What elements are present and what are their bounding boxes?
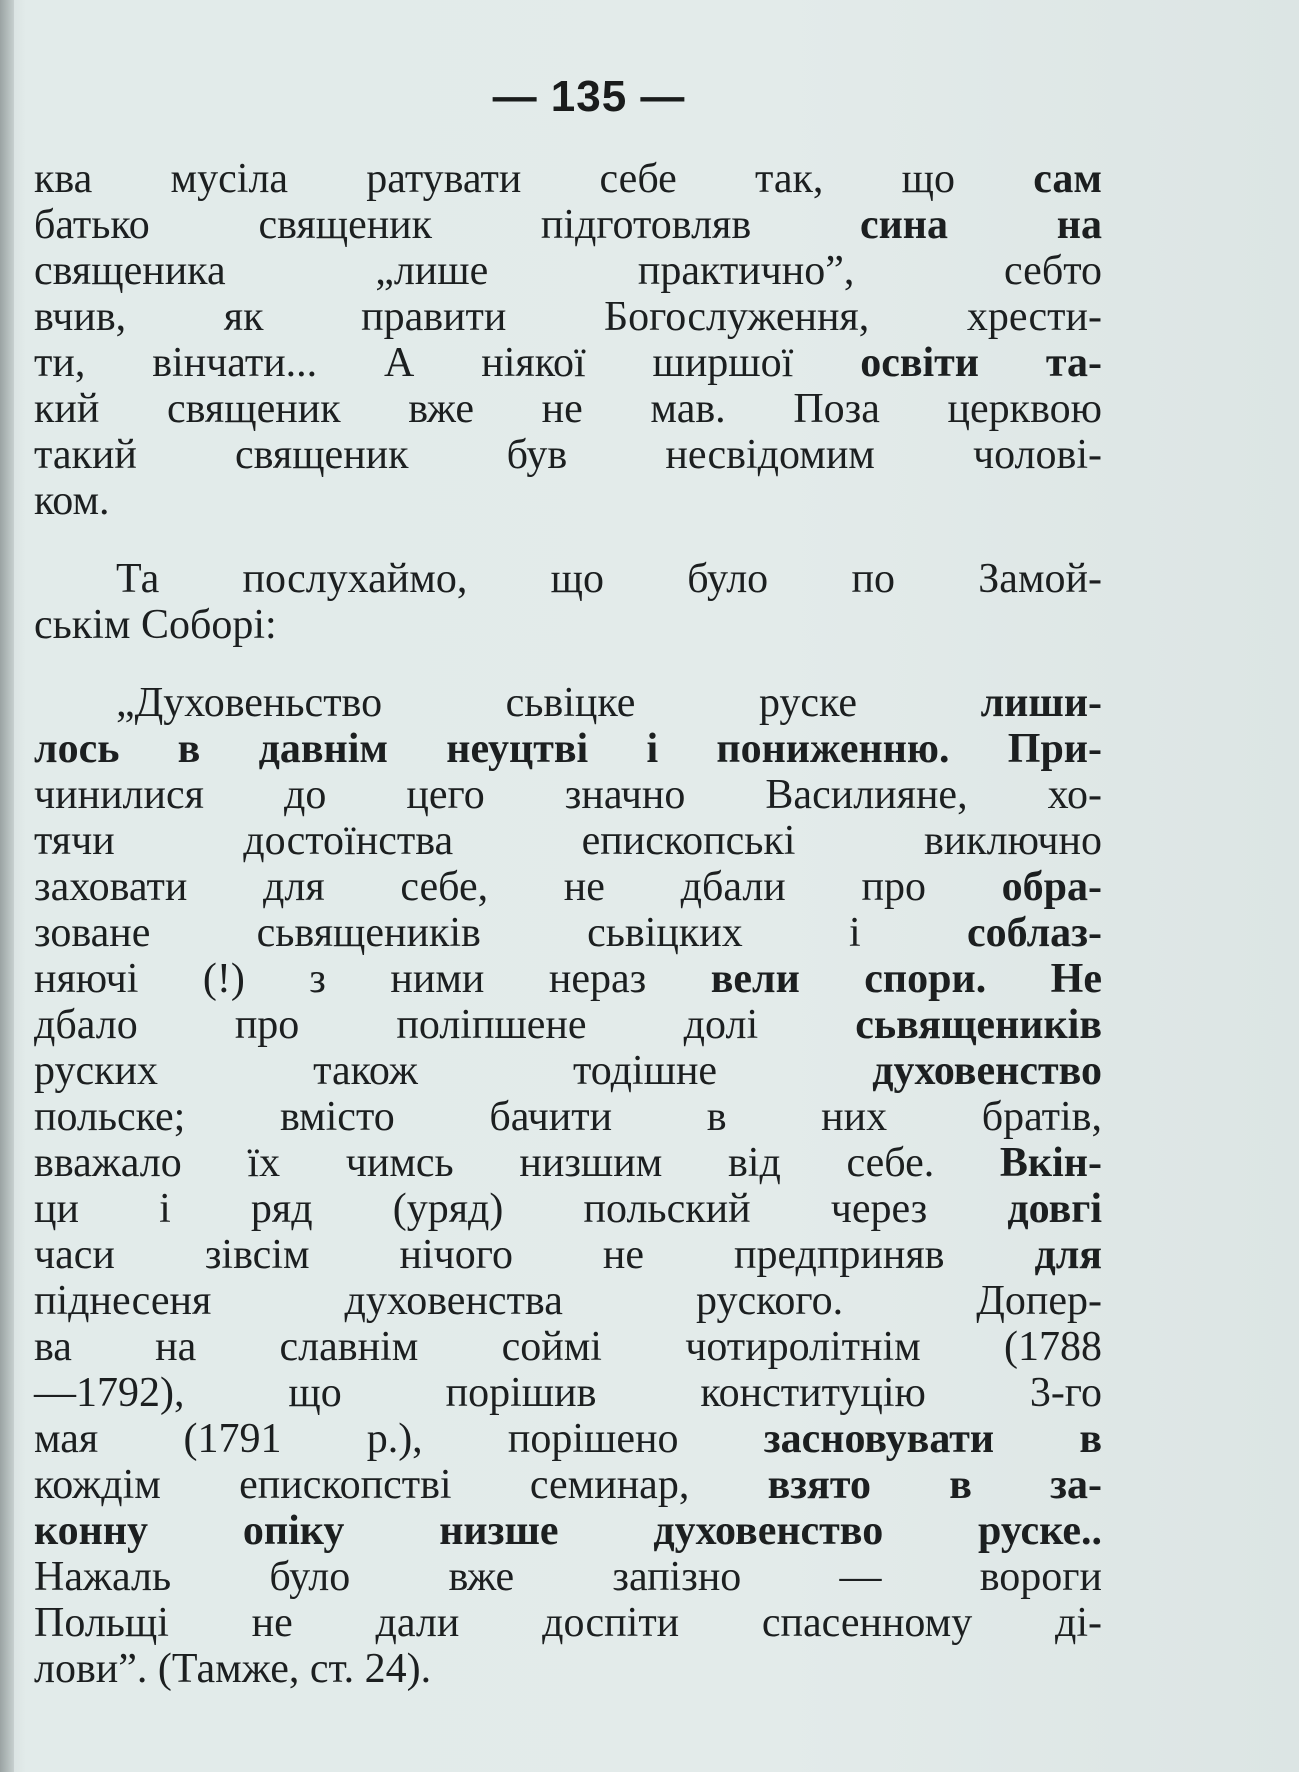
text-segment: Польщі не дали доспіти спасенному ді- xyxy=(34,1600,1102,1646)
text-segment: такий священик був несвідомим чолові- xyxy=(34,432,1102,478)
text-segment: лови”. (Тамже, ст. 24). xyxy=(34,1646,432,1692)
bold-text-segment: освіти та- xyxy=(860,340,1102,386)
bold-text-segment: соблаз- xyxy=(966,910,1102,956)
bold-text-segment: лиши- xyxy=(980,680,1102,726)
text-segment: ва на славнім соймі чотиролітнім (1788 xyxy=(34,1324,1102,1370)
bold-text-segment: лось в давнім неуцтві і пониженню. При- xyxy=(34,726,1102,772)
body-text xyxy=(34,156,1102,1692)
text-line xyxy=(34,1278,1102,1324)
text-line xyxy=(34,1462,1102,1508)
text-line xyxy=(34,956,1102,1002)
text-line xyxy=(34,1232,1102,1278)
paragraph xyxy=(34,156,1102,524)
bold-text-segment: сьвящеників xyxy=(855,1002,1102,1048)
text-segment: заховати для себе, не дбали про xyxy=(34,864,1002,910)
text-segment: кий священик вже не мав. Поза церквою xyxy=(34,386,1102,432)
text-line xyxy=(34,1646,1102,1692)
bold-text-segment: сина на xyxy=(859,202,1102,248)
text-line xyxy=(34,1508,1102,1554)
text-line xyxy=(34,910,1102,956)
bold-text-segment: конну опіку низше духовенство руске.. xyxy=(34,1508,1102,1554)
text-segment: зоване сьвящеників сьвіцких і xyxy=(34,910,967,956)
bold-text-segment: Вкін- xyxy=(999,1140,1102,1186)
text-line xyxy=(34,156,1102,202)
text-segment: Нажаль було вже запізно — вороги xyxy=(34,1554,1102,1600)
text-segment: ква мусіла ратувати себе так, що xyxy=(34,156,1034,202)
text-segment: вважало їх чимсь низшим від себе. xyxy=(34,1140,1000,1186)
text-line xyxy=(34,1554,1102,1600)
text-segment: тячи достоїнства епископські виключно xyxy=(34,818,1102,864)
bold-text-segment: довгі xyxy=(1007,1186,1102,1232)
text-segment: часи зівсім нічого не предприняв xyxy=(34,1232,1035,1278)
text-segment: мая (1791 р.), порішено xyxy=(34,1416,764,1462)
text-segment: чинилися до цего значно Василияне, хо- xyxy=(34,772,1102,818)
text-segment: дбало про поліпшене долі xyxy=(34,1002,856,1048)
text-segment: ци і ряд (уряд) польский через xyxy=(34,1186,1008,1232)
text-segment: священика „лише практично”, себто xyxy=(34,248,1102,294)
paragraph xyxy=(34,680,1102,1692)
text-line xyxy=(34,1600,1102,1646)
text-segment: Та послухаймо, що було по Замой- xyxy=(116,556,1102,602)
bold-text-segment: обра- xyxy=(1001,864,1102,910)
text-segment: „Духовеньство сьвіцке руске xyxy=(116,680,981,726)
text-line xyxy=(34,1002,1102,1048)
text-line xyxy=(34,864,1102,910)
text-segment: польске; вмісто бачити в них братів, xyxy=(34,1094,1102,1140)
text-segment: батько священик підготовляв xyxy=(34,202,860,248)
text-segment: ком. xyxy=(34,478,110,524)
text-line xyxy=(34,726,1102,772)
paragraph-gap xyxy=(34,524,1102,556)
text-segment: руских також тодішне xyxy=(34,1048,873,1094)
text-line xyxy=(34,772,1102,818)
text-line xyxy=(34,202,1102,248)
bold-text-segment: взято в за- xyxy=(767,1462,1103,1508)
text-line xyxy=(34,294,1102,340)
text-segment: ськім Соборі: xyxy=(34,602,277,648)
bold-text-segment: сам xyxy=(1033,156,1102,202)
text-segment: няючі (!) з ними нераз xyxy=(34,956,711,1002)
text-line xyxy=(34,1186,1102,1232)
bold-text-segment: вели спори. Не xyxy=(710,956,1102,1002)
bold-text-segment: засновувати в xyxy=(763,1416,1103,1462)
text-line xyxy=(34,818,1102,864)
bold-text-segment: духовенство xyxy=(872,1048,1102,1094)
text-line xyxy=(34,1094,1102,1140)
text-line xyxy=(34,1048,1102,1094)
text-line xyxy=(34,340,1102,386)
text-segment: кождім епископстві семинар, xyxy=(34,1462,768,1508)
text-segment: вчив, як правити Богослуження, хрести- xyxy=(34,294,1102,340)
text-line xyxy=(34,1140,1102,1186)
text-line xyxy=(34,680,1102,726)
text-segment: піднесеня духовенства руского. Допер- xyxy=(34,1278,1102,1324)
paragraph-gap xyxy=(34,648,1102,680)
paragraph xyxy=(34,556,1102,648)
bold-text-segment: для xyxy=(1034,1232,1102,1278)
text-segment: —1792), що порішив конституцію 3-го xyxy=(34,1370,1102,1416)
text-segment: ти, вінчати... А ніякої ширшої xyxy=(34,340,861,386)
text-line xyxy=(34,602,1102,648)
text-line xyxy=(34,432,1102,478)
book-spine-edge xyxy=(0,0,14,1772)
text-line xyxy=(34,386,1102,432)
text-line xyxy=(34,556,1102,602)
text-line xyxy=(34,1370,1102,1416)
text-line xyxy=(34,248,1102,294)
text-line xyxy=(34,478,1102,524)
page-number: — 135 — xyxy=(492,72,686,121)
text-line xyxy=(34,1324,1102,1370)
text-line xyxy=(34,1416,1102,1462)
